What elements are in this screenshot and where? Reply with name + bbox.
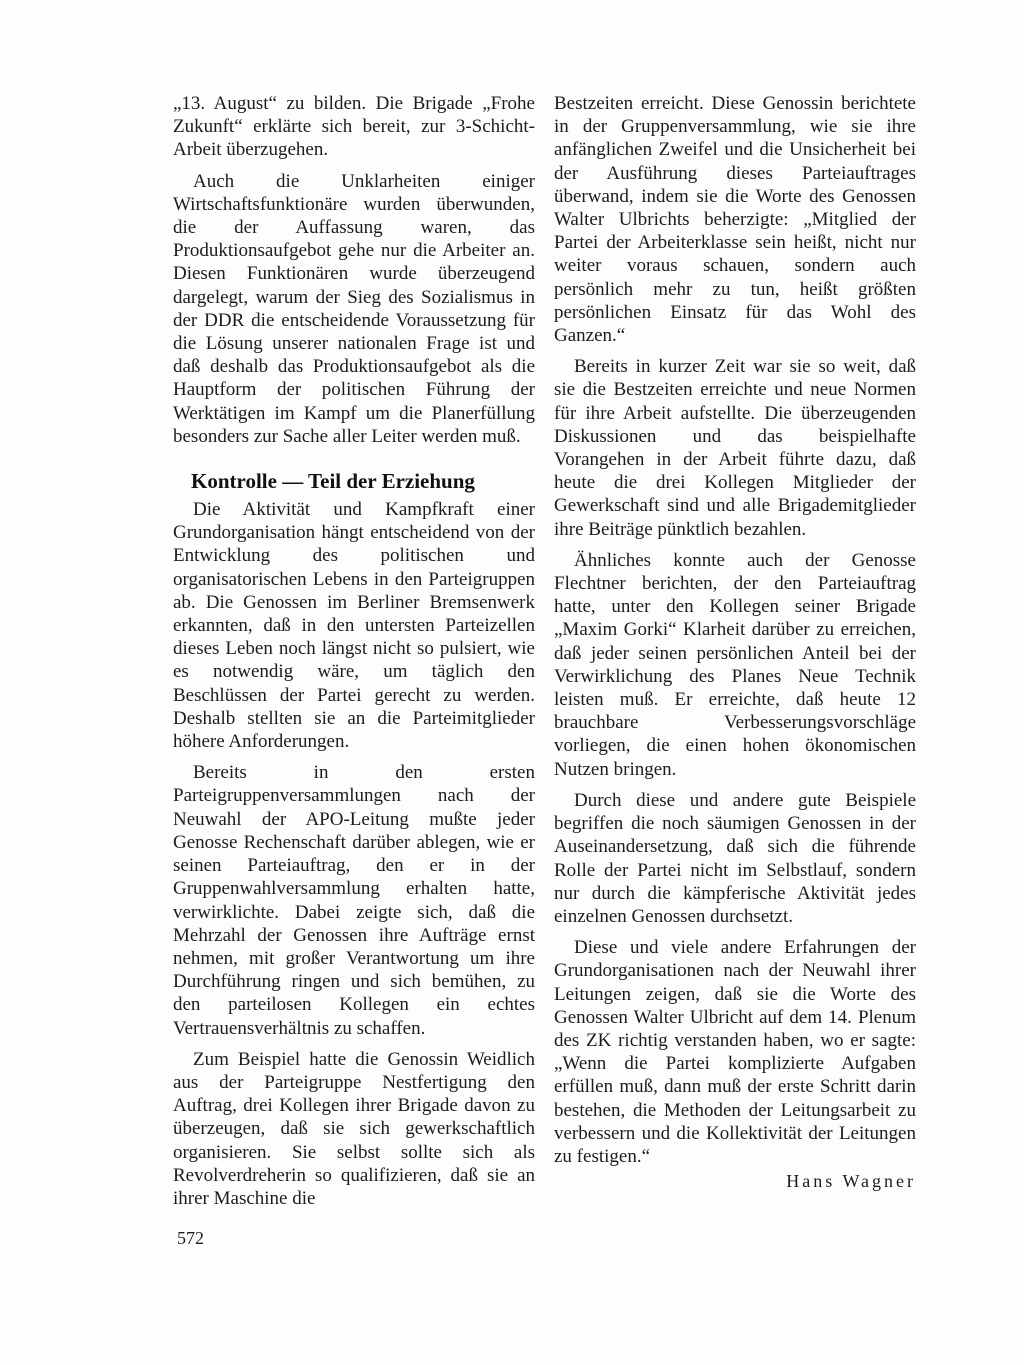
- section-heading: Kontrolle — Teil der Erziehung: [191, 469, 475, 494]
- paragraph: Zum Beispiel hatte die Genossin Weidlich aus der Parteigruppe Nestfertigung den Auftrag, drei Kollegen ihrer Brigade davon zu überzeugen, daß sie sich gewerkschaftlich organisieren. Sie selbst sollte sich als Revolverdreherin so qualifizieren, daß sie an ihrer Maschine die: [173, 1048, 535, 1209]
- author-signature: Hans Wagner: [786, 1171, 916, 1192]
- page-number: 572: [177, 1228, 204, 1248]
- paragraph: Bestzeiten erreicht. Diese Genossin berichtete in der Gruppenversammlung, wie sie ihre anfänglichen Zweifel und die Unsicherheit bei der Ausführung dieses Parteiauftrages überwand, indem sie die Worte des Genossen Walter Ulbrichts beherzigte: „Mitglied der Partei der Arbeiterklasse sein heißt, nicht nur weiter voraus schauen, sondern auch persönlich mehr zu tun, heißt größten persönlichen Einsatz für das Wohl des Ganzen.“: [554, 93, 916, 347]
- paragraph: Bereits in den ersten Parteigruppenversammlungen nach der Neuwahl der APO-Leitung mußte jeder Genosse Rechenschaft darüber ablegen, wie er seinen Parteiauftrag, den er in der Gruppenwahlversammlung erhalten hatte, verwirklichte. Dabei zeigte sich, daß die Mehrzahl der Genossen ihre Aufträge ernst nehmen, mit großer Verantwortung um ihre Durchführung ringen und sich bemühen, zu den parteilosen Kollegen ein echtes Vertrauensverhältnis zu schaffen.: [173, 762, 535, 1039]
- paragraph: Auch die Unklarheiten einiger Wirtschaftsfunktionäre wurden überwunden, die der Auffassung waren, das Produktionsaufgebot gehe nur die Arbeiter an. Diesen Funktionären wurde überzeugend dargelegt, warum der Sieg des Sozialismus in der DDR die entscheidende Voraussetzung für die Lösung unserer nationalen Frage ist und daß deshalb das Produktionsaufgebot als die Hauptform der politischen Führung der Werktätigen im Kampf um die Planerfüllung besonders zur Sache aller Leiter werden muß.: [173, 170, 535, 447]
- paragraph: Bereits in kurzer Zeit war sie so weit, daß sie die Bestzeiten erreichte und neue Normen für ihre Arbeit aufstellte. Die überzeugenden Diskussionen und das beispielhafte Vorangehen in der Arbeit führte dazu, daß heute die drei Kollegen Mitglieder der Gewerkschaft sind und alle Brigademitglieder ihre Beiträge pünktlich bezahlen.: [554, 356, 916, 540]
- paragraph: Die Aktivität und Kampfkraft einer Grundorganisation hängt entscheidend von der Entwicklung des politischen und organisatorischen Lebens in den Parteigruppen ab. Die Genossen im Berliner Bremsenwerk erkannten, daß in den untersten Parteizellen dieses Leben noch längst nicht so pulsiert, wie es notwendig wäre, um täglich den Beschlüssen der Partei gerecht zu werden. Deshalb stellten sie an die Parteimitglieder höhere Anforderungen.: [173, 499, 535, 753]
- paragraph: „13. August“ zu bilden. Die Brigade „Frohe Zukunft“ erklärte sich bereit, zur 3-Schicht-Arbeit überzugehen.: [173, 93, 535, 161]
- paragraph: Ähnliches konnte auch der Genosse Flechtner berichten, der den Parteiauftrag hatte, unter den Kollegen seiner Brigade „Maxim Gorki“ Klarheit darüber zu erreichen, daß jeder seinen persönlichen Anteil bei der Verwirklichung des Planes Neue Technik leisten muß. Er erreichte, daß heute 12 brauchbare Verbesserungsvorschläge vorliegen, die einen hohen ökonomischen Nutzen bringen.: [554, 549, 916, 780]
- paragraph: Durch diese und andere gute Beispiele begriffen die noch säumigen Genossen in der Auseinandersetzung, daß sich die führende Rolle der Partei nicht im Selbstlauf, sondern nur durch die kämpferische Aktivität jedes einzelnen Genossen durchsetzt.: [554, 789, 916, 927]
- left-column: [173, 92, 535, 1218]
- right-column: [554, 92, 916, 1193]
- paragraph: Diese und viele andere Erfahrungen der Grundorganisationen nach der Neuwahl ihrer Leitungen zeigen, daß sie die Worte des Genossen Walter Ulbricht auf dem 14. Plenum des ZK richtig verstanden haben, wo er sagte: „Wenn die Partei komplizierte Aufgaben erfüllen muß, dann muß der erste Schritt darin bestehen, die Methoden der Leitungsarbeit zu verbessern und die Kollektivität der Leitungen zu festigen.“: [554, 937, 916, 1167]
